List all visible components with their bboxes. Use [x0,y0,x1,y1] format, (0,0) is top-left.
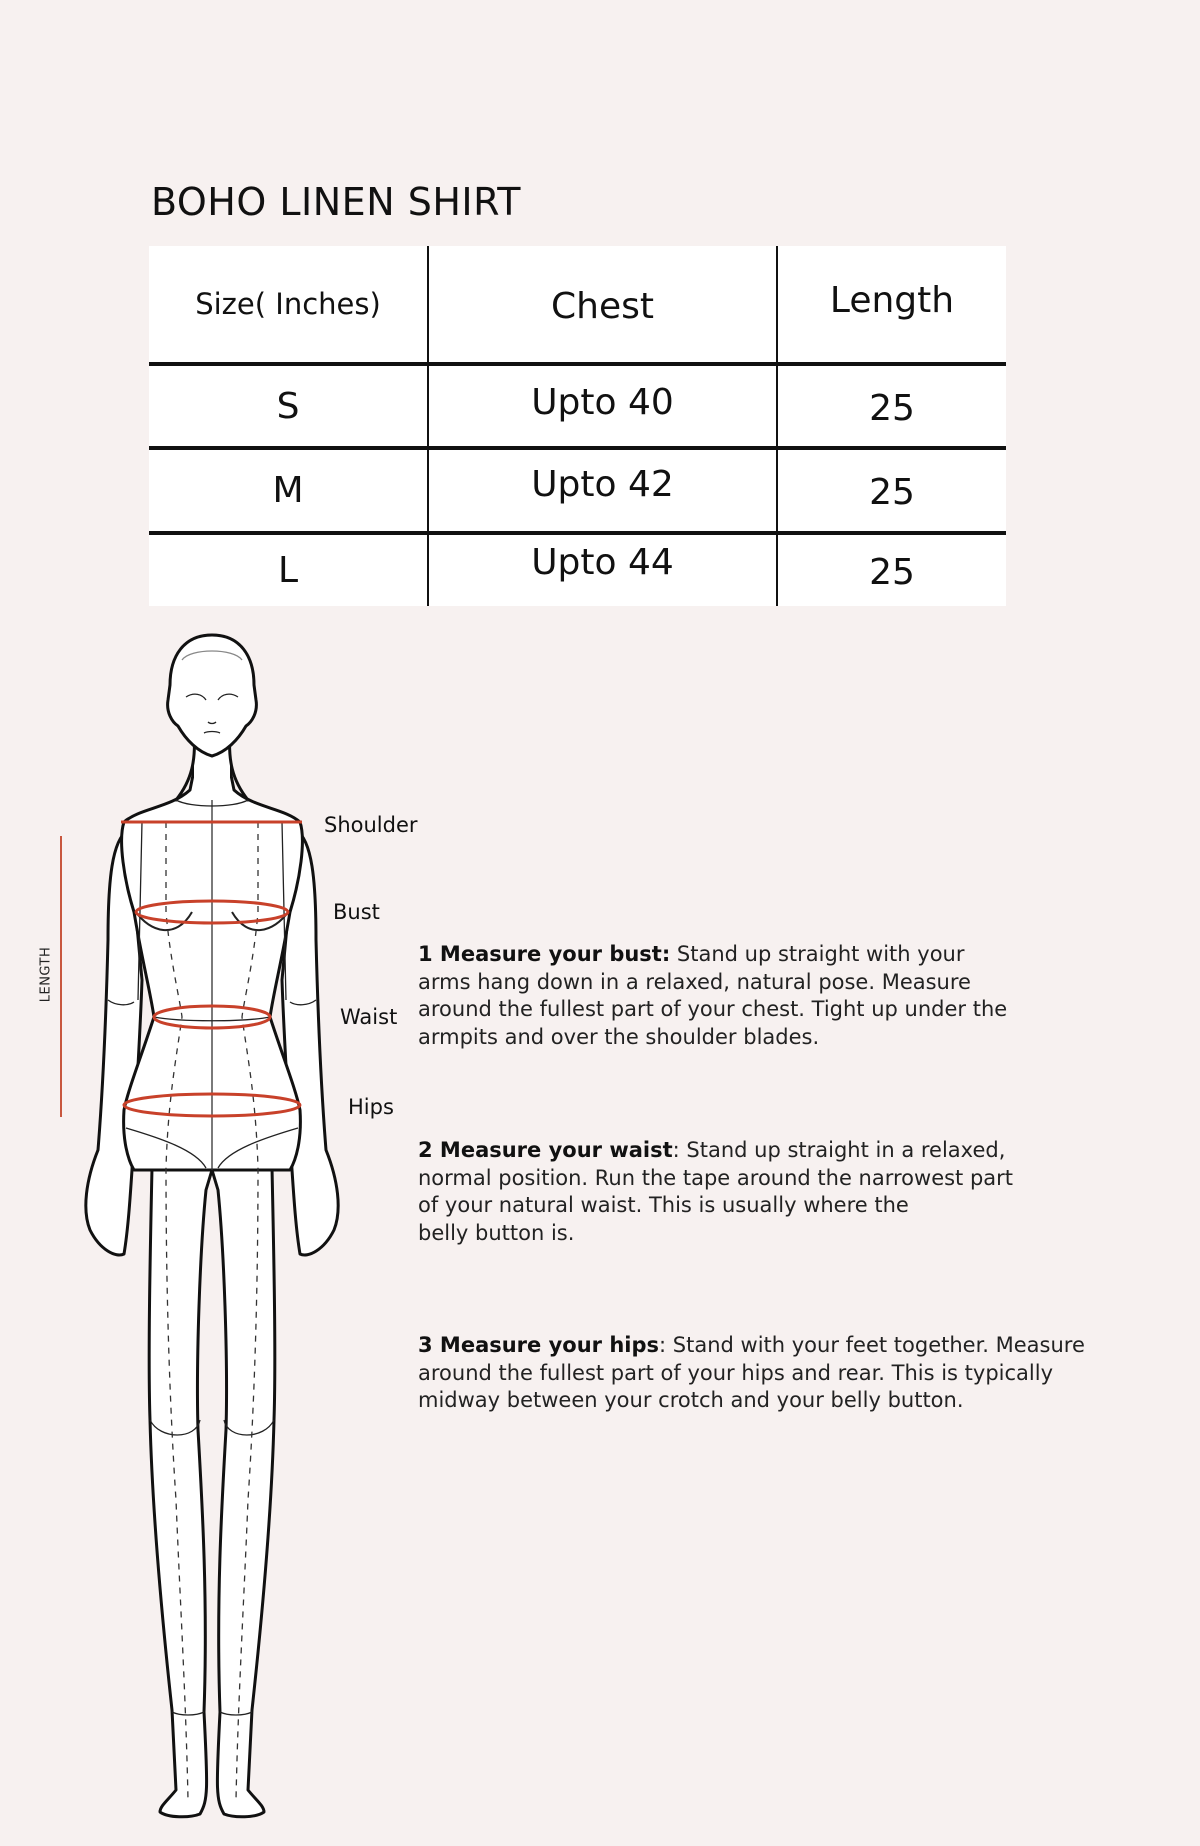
instruction-text: : Stand with your feet together. Measure [659,1333,1085,1357]
instruction-line: belly button is. [418,1221,575,1246]
instruction-line: around the fullest part of your hips and rear. This is typically [418,1360,1054,1385]
label-shoulder: Shoulder [324,813,418,837]
table-cell-chest: Upto 44 [531,542,674,583]
label-hips: Hips [348,1095,394,1119]
instruction-hips [418,1332,1158,1415]
instruction-line: midway between your crotch and your belly button. [418,1388,964,1413]
table-cell-size: M [272,469,304,511]
instruction-text: : Stand up straight in a relaxed, [672,1138,1006,1162]
instruction-line: normal position. Run the tape around the narrowest part [418,1165,1014,1190]
instruction-text: Stand up straight with your [670,942,965,966]
page-title: BOHO LINEN SHIRT [151,180,521,224]
instruction-line: of your natural waist. This is usually where the [418,1193,909,1218]
instruction-heading: 2 Measure your waist [418,1138,673,1162]
header-size: Size( Inches) [195,287,381,321]
table-cell-chest: Upto 42 [531,463,674,505]
instruction-line [418,1332,1158,1360]
table-cell-length: 25 [869,552,915,593]
instruction-bust [418,941,1158,1052]
table-cell-chest: Upto 40 [531,381,674,423]
instruction-line [418,1137,1158,1165]
table-cell-length: 25 [869,387,915,429]
label-bust: Bust [333,900,380,924]
instruction-heading: 1 Measure your bust: [418,942,671,966]
table-cell-size: S [276,385,300,427]
instruction-line: arms hang down in a relaxed, natural pose. Measure [418,969,971,994]
instruction-heading: 3 Measure your hips [418,1333,660,1357]
table-cell-length: 25 [869,471,915,513]
label-waist: Waist [340,1005,398,1029]
table-cell-size: L [277,550,299,591]
header-length: Length [829,279,955,321]
length-label-text: LENGTH [38,946,54,1002]
instruction-line [418,941,1158,969]
instruction-line: armpits and over the shoulder blades. [418,1025,820,1050]
header-chest: Chest [551,285,654,327]
instruction-line: around the fullest part of your chest. Tight up under the [418,997,1008,1022]
instruction-waist [418,1137,1158,1248]
